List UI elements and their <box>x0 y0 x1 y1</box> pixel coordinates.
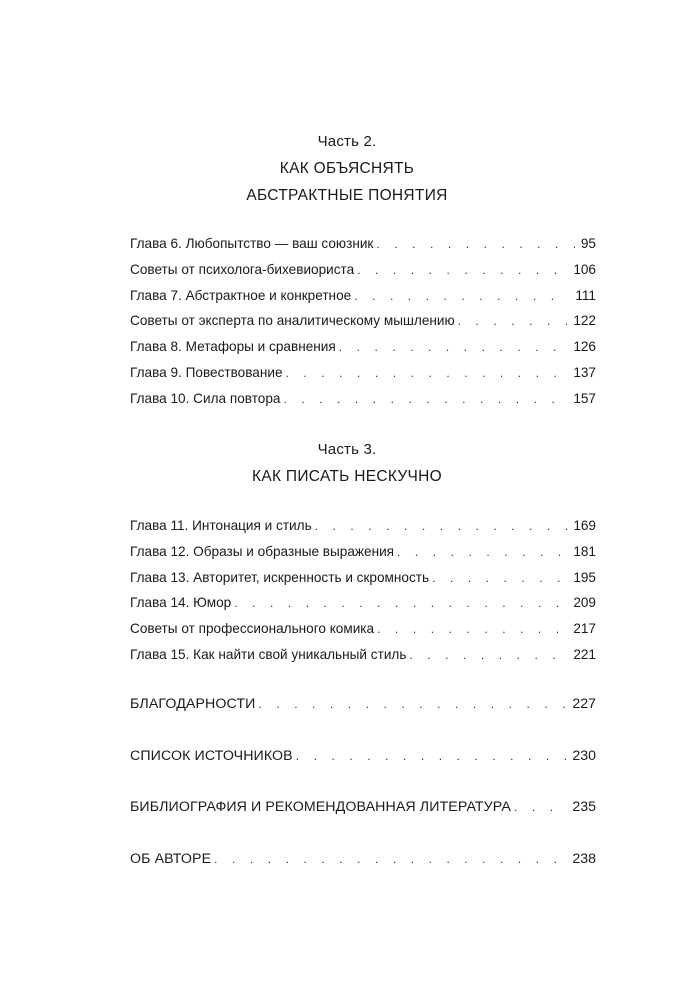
toc-entry[interactable] <box>130 391 596 417</box>
entry-title: Советы от эксперта по аналитическому мышлению <box>130 313 455 329</box>
entry-page-number: 169 <box>573 518 596 533</box>
entry-title: Глава 14. Юмор <box>130 595 232 611</box>
entry-title: Глава 13. Авторитет, искренность и скромность <box>130 569 430 585</box>
entry-title: Глава 6. Любопытство — ваш союзник <box>130 236 374 251</box>
entry-title: Глава 7. Абстрактное и конкретное <box>130 287 352 303</box>
leader-dots <box>354 289 569 303</box>
toc-entry[interactable] <box>130 518 596 544</box>
toc-entry[interactable] <box>130 621 596 647</box>
leader-dots <box>432 571 567 585</box>
entry-page-number: 181 <box>573 543 596 559</box>
entry-page-number: 235 <box>572 799 596 815</box>
leader-dots <box>458 314 568 328</box>
entry-title: БИБЛИОГРАФИЯ И РЕКОМЕНДОВАННАЯ ЛИТЕРАТУРА <box>130 799 511 815</box>
toc-entry-about-author[interactable] <box>130 851 596 867</box>
entry-page-number: 227 <box>572 696 596 712</box>
toc-entry[interactable] <box>130 595 596 621</box>
entry-title: Глава 8. Метафоры и сравнения <box>130 339 336 355</box>
toc-entry-sources[interactable] <box>130 748 596 764</box>
leader-dots <box>214 852 566 866</box>
toc-entry[interactable] <box>130 262 596 288</box>
toc-entry-acknowledgements[interactable] <box>130 696 596 712</box>
entry-page-number: 195 <box>573 569 596 585</box>
leader-dots <box>258 697 566 711</box>
entry-page-number: 209 <box>573 595 596 611</box>
entry-page-number: 137 <box>573 364 596 380</box>
toc-entry[interactable] <box>130 313 596 339</box>
part-2-title-line-2: АБСТРАКТНЫЕ ПОНЯТИЯ <box>246 187 448 204</box>
entry-title: Глава 10. Сила повтора <box>130 390 281 406</box>
entry-page-number: 126 <box>573 339 596 355</box>
part-2-label: Часть 2. <box>317 133 377 150</box>
entry-title: Советы от профессионального комика <box>130 621 375 637</box>
part-2-entries <box>130 236 596 417</box>
entry-title: СПИСОК ИСТОЧНИКОВ <box>130 748 293 764</box>
entry-page-number: 106 <box>573 261 596 277</box>
entry-title: Глава 9. Повествование <box>130 364 283 380</box>
toc-entry[interactable] <box>130 339 596 365</box>
leader-dots <box>283 392 567 406</box>
leader-dots <box>315 519 568 533</box>
toc-entry-bibliography[interactable] <box>130 799 596 815</box>
leader-dots <box>409 648 567 662</box>
entry-page-number: 111 <box>575 287 596 303</box>
part-3-entries <box>130 518 596 673</box>
entry-page-number: 157 <box>573 390 596 406</box>
entry-page-number: 95 <box>580 236 596 251</box>
toc-entry[interactable] <box>130 236 596 262</box>
toc-entry[interactable] <box>130 365 596 391</box>
leader-dots <box>397 545 567 559</box>
leader-dots <box>377 622 567 636</box>
entry-title: Глава 12. Образы и образные выражения <box>130 543 395 559</box>
entry-title: БЛАГОДАРНОСТИ <box>130 696 256 712</box>
toc-entry[interactable] <box>130 570 596 596</box>
entry-page-number: 217 <box>573 621 596 637</box>
entry-title: ОБ АВТОРЕ <box>130 851 212 867</box>
part-3-label: Часть 3. <box>317 441 377 458</box>
entry-page-number: 122 <box>573 313 596 329</box>
leader-dots <box>296 749 567 763</box>
part-3-title: КАК ПИСАТЬ НЕСКУЧНО <box>252 468 442 485</box>
entry-page-number: 230 <box>572 748 596 764</box>
toc-entry[interactable] <box>130 288 596 314</box>
leader-dots <box>339 340 568 354</box>
entry-title: Советы от психолога-бихевиориста <box>130 261 355 277</box>
entry-title: Глава 11. Интонация и стиль <box>130 518 312 533</box>
leader-dots <box>376 237 575 251</box>
part-2-title-line-1: КАК ОБЪЯСНЯТЬ <box>279 160 415 177</box>
leader-dots <box>234 596 567 610</box>
entry-page-number: 221 <box>573 646 596 662</box>
leader-dots <box>357 263 567 277</box>
entry-title: Глава 15. Как найти свой уникальный стиль <box>130 646 407 662</box>
entry-page-number: 238 <box>572 851 596 867</box>
toc-entry[interactable] <box>130 544 596 570</box>
toc-entry[interactable] <box>130 647 596 673</box>
leader-dots <box>286 366 568 380</box>
leader-dots <box>514 800 566 814</box>
